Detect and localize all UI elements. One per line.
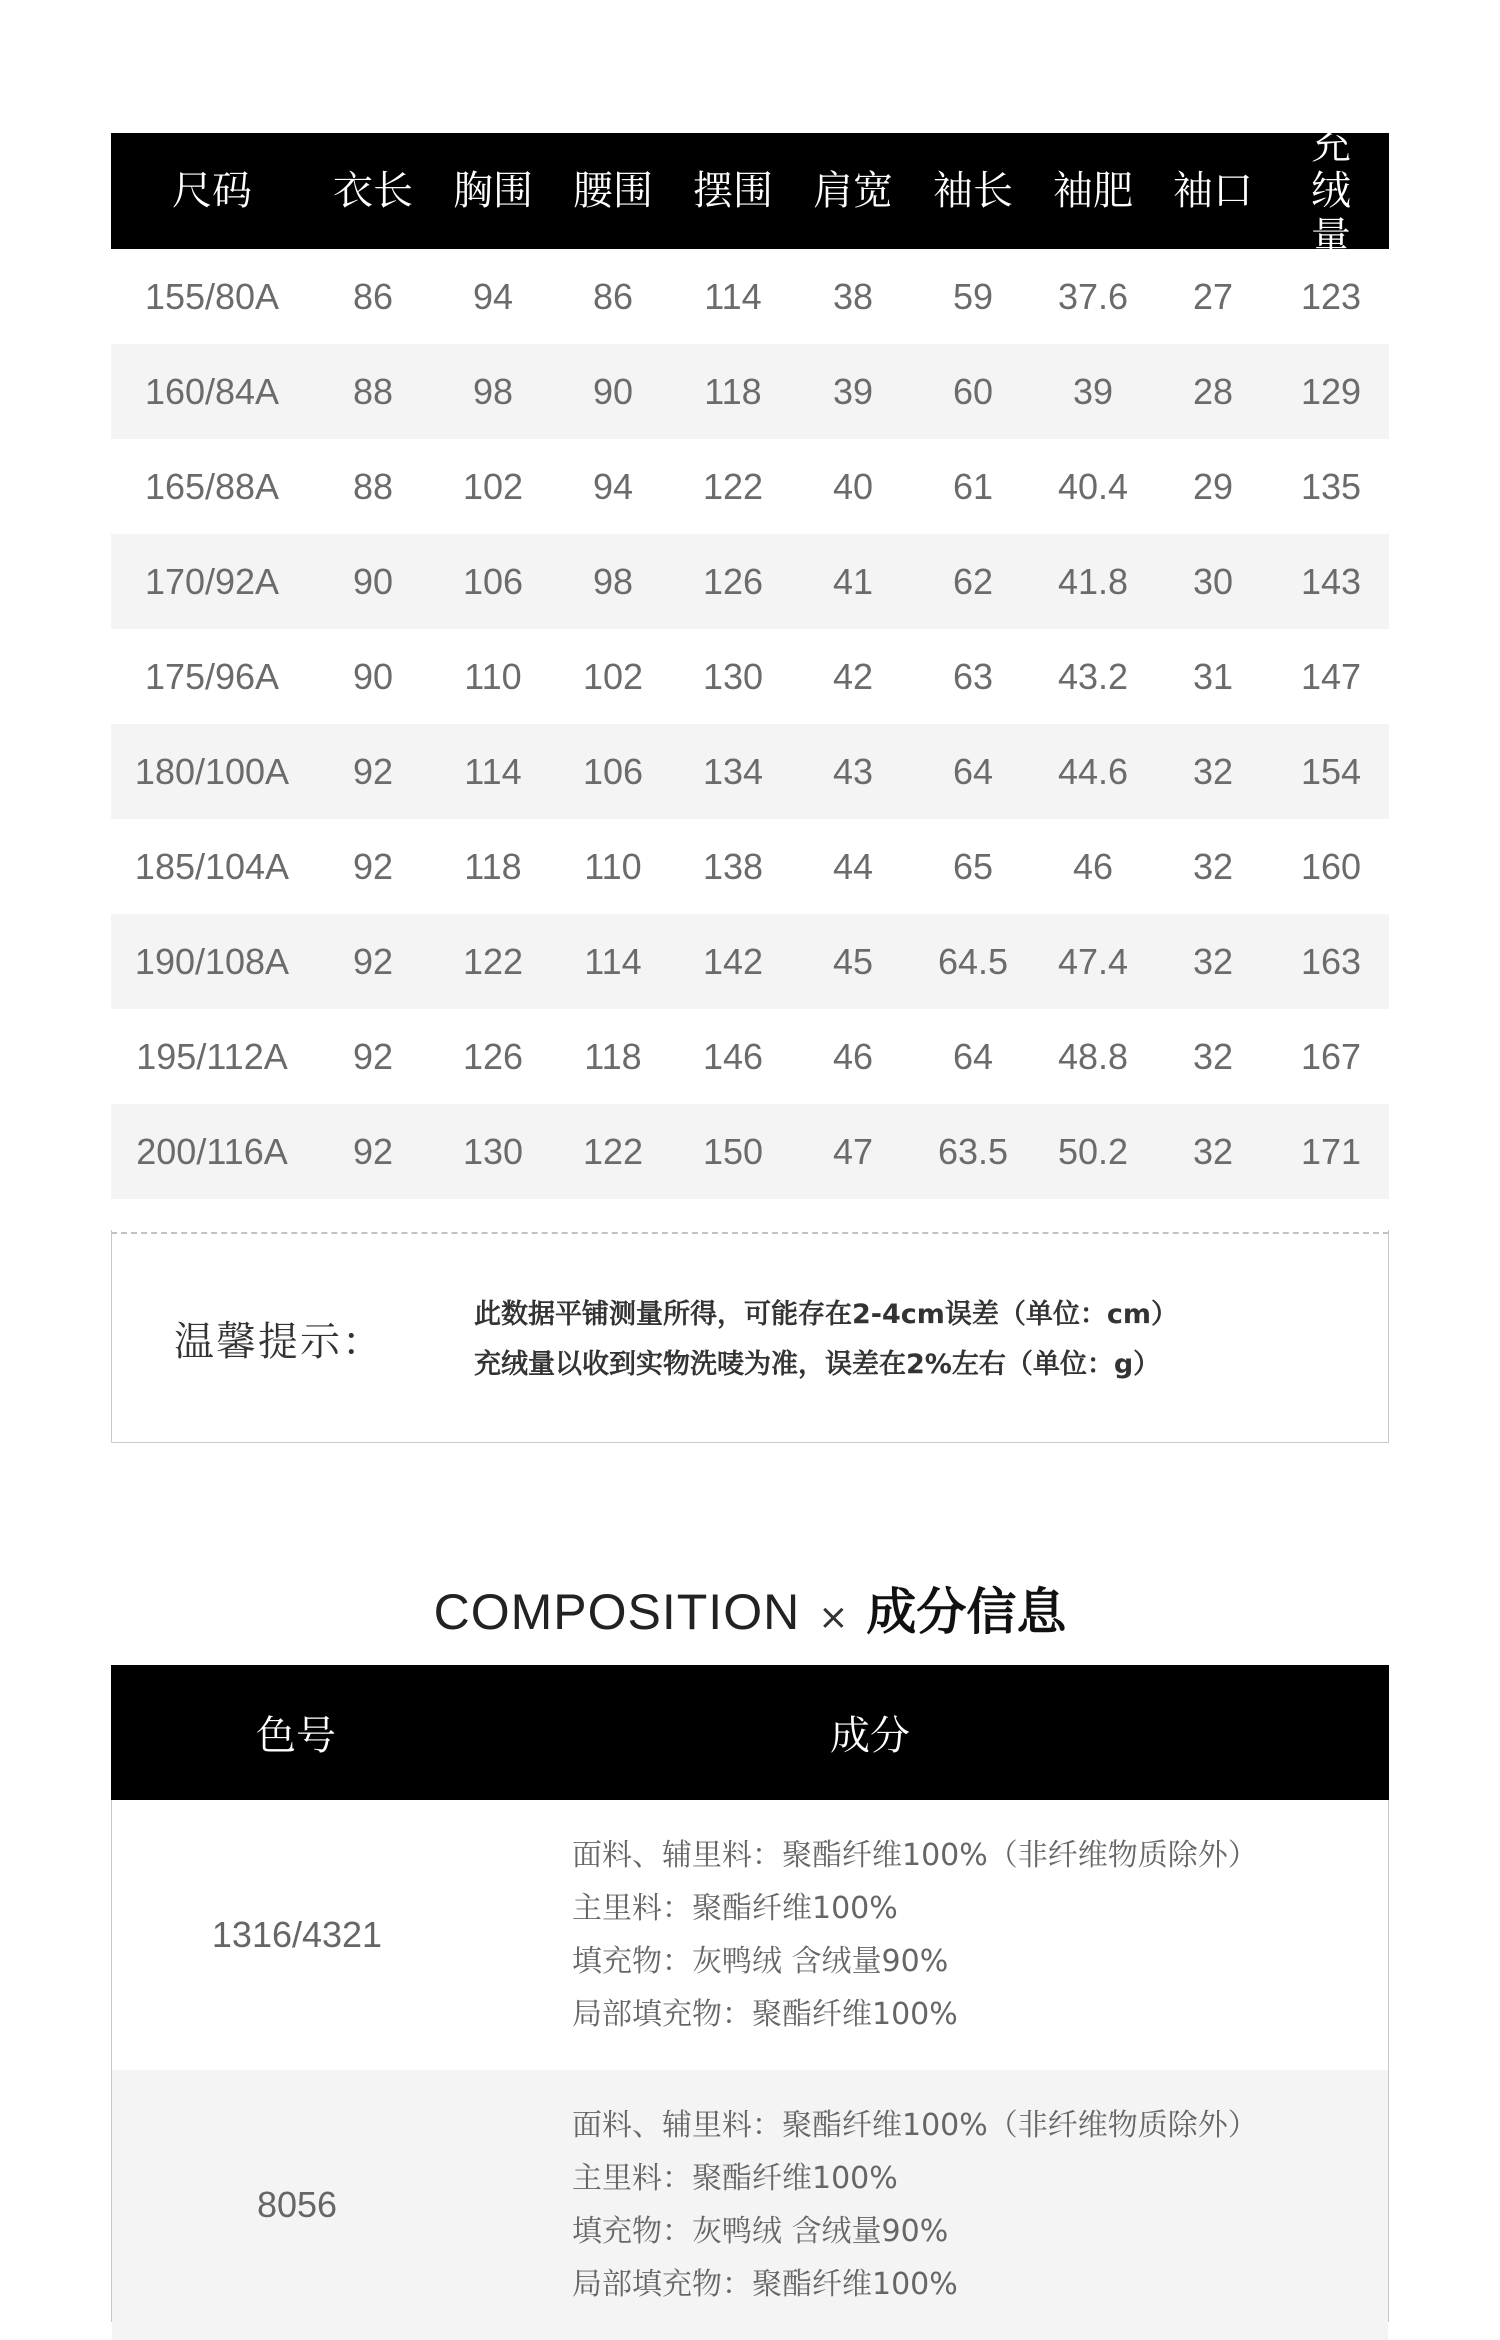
cell-hem: 126	[702, 560, 764, 602]
cell-waist: 102	[582, 655, 644, 697]
cell-waist: 114	[584, 940, 642, 982]
color-code: 8056	[256, 2184, 338, 2225]
composition-line: 填充物：灰鸭绒 含绒量90%	[572, 1944, 949, 1979]
size-table-row	[111, 249, 1389, 344]
cell-sleeve-length: 65	[952, 845, 994, 887]
cell-shoulder: 43	[832, 750, 874, 792]
cell-shoulder: 42	[832, 655, 874, 697]
cell-chest: 102	[462, 465, 524, 507]
cell-down-fill: 167	[1300, 1035, 1362, 1077]
composition-line: 填充物：灰鸭绒 含绒量90%	[572, 2214, 949, 2249]
cell-length: 92	[352, 1035, 394, 1077]
header-color-code: 色号	[256, 1713, 336, 1759]
cell-cuff: 29	[1192, 465, 1234, 507]
composition-heading-en: COMPOSITION	[433, 1584, 801, 1640]
cell-waist: 118	[584, 1035, 642, 1077]
composition-details	[482, 2099, 1388, 2311]
cell-shoulder: 45	[832, 940, 874, 982]
cell-size: 165/88A	[144, 465, 280, 507]
cell-size: 190/108A	[134, 940, 290, 982]
cell-length: 88	[352, 465, 394, 507]
cell-sleeve-width: 46	[1072, 845, 1114, 887]
cell-cuff: 27	[1192, 275, 1234, 317]
cell-hem: 122	[702, 465, 764, 507]
composition-line: 面料、辅里料：聚酯纤维100%（非纤维物质除外）	[572, 2108, 1258, 2143]
composition-line: 面料、辅里料：聚酯纤维100%（非纤维物质除外）	[572, 1838, 1258, 1873]
cell-down-fill: 160	[1300, 845, 1362, 887]
cell-waist: 90	[592, 370, 634, 412]
cell-sleeve-width: 50.2	[1057, 1130, 1129, 1172]
cell-down-fill: 123	[1300, 275, 1362, 317]
composition-details	[482, 1829, 1388, 2041]
notice-text	[474, 1290, 1178, 1390]
header-cuff: 袖口	[1173, 168, 1253, 214]
composition-heading	[0, 1572, 1500, 1644]
cell-sleeve-length: 63.5	[937, 1130, 1009, 1172]
cell-cuff: 30	[1192, 560, 1234, 602]
cell-length: 92	[352, 845, 394, 887]
size-table-header	[111, 122, 1389, 260]
cell-waist: 110	[584, 845, 642, 887]
cell-length: 86	[352, 275, 394, 317]
cell-size: 175/96A	[144, 655, 280, 697]
cell-length: 92	[352, 750, 394, 792]
cell-sleeve-length: 64.5	[937, 940, 1009, 982]
cell-sleeve-width: 44.6	[1057, 750, 1129, 792]
size-table-row	[111, 1009, 1389, 1104]
cell-sleeve-width: 43.2	[1057, 655, 1129, 697]
cell-waist: 86	[592, 275, 634, 317]
cell-chest: 98	[472, 370, 514, 412]
header-waist: 腰围	[573, 168, 653, 214]
cell-sleeve-width: 37.6	[1057, 275, 1129, 317]
cell-chest: 130	[462, 1130, 524, 1172]
cell-size: 180/100A	[134, 750, 290, 792]
cell-size: 155/80A	[144, 275, 280, 317]
composition-table-header	[111, 1665, 1389, 1800]
cell-cuff: 32	[1192, 845, 1234, 887]
size-table-row	[111, 914, 1389, 1009]
cell-sleeve-length: 61	[952, 465, 994, 507]
cell-hem: 118	[704, 370, 762, 412]
cell-sleeve-width: 40.4	[1057, 465, 1129, 507]
cell-down-fill: 143	[1300, 560, 1362, 602]
cell-sleeve-length: 59	[952, 275, 994, 317]
cell-cuff: 28	[1192, 370, 1234, 412]
header-sleeve-width: 袖肥	[1053, 168, 1133, 214]
cell-hem: 146	[702, 1035, 764, 1077]
cell-size: 200/116A	[136, 1130, 288, 1172]
composition-heading-separator: ×	[818, 1597, 849, 1638]
cell-chest: 114	[464, 750, 522, 792]
size-table-row	[111, 629, 1389, 724]
cell-length: 90	[352, 560, 394, 602]
header-size: 尺码	[172, 168, 252, 214]
cell-down-fill: 129	[1300, 370, 1362, 412]
composition-row	[112, 1800, 1388, 2070]
cell-length: 92	[352, 940, 394, 982]
cell-size: 170/92A	[144, 560, 280, 602]
cell-size: 195/112A	[136, 1035, 288, 1077]
cell-waist: 122	[582, 1130, 644, 1172]
cell-sleeve-length: 64	[952, 750, 994, 792]
cell-chest: 118	[464, 845, 522, 887]
cell-sleeve-length: 64	[952, 1035, 994, 1077]
cell-cuff: 32	[1192, 940, 1234, 982]
header-chest: 胸围	[453, 168, 533, 214]
cell-sleeve-length: 60	[952, 370, 994, 412]
cell-shoulder: 41	[832, 560, 874, 602]
notice-line: 此数据平铺测量所得，可能存在2-4cm误差（单位：cm）	[474, 1299, 1179, 1330]
cell-shoulder: 47	[832, 1130, 874, 1172]
size-table-row	[111, 819, 1389, 914]
cell-chest: 122	[462, 940, 524, 982]
cell-waist: 98	[592, 560, 634, 602]
cell-chest: 106	[462, 560, 524, 602]
cell-cuff: 31	[1192, 655, 1234, 697]
size-table-row	[111, 534, 1389, 629]
cell-length: 92	[352, 1130, 394, 1172]
size-table-row	[111, 1104, 1389, 1199]
cell-size: 185/104A	[134, 845, 290, 887]
cell-down-fill: 147	[1300, 655, 1362, 697]
cell-size: 160/84A	[144, 370, 280, 412]
cell-down-fill: 135	[1300, 465, 1362, 507]
cell-shoulder: 44	[832, 845, 874, 887]
cell-cuff: 32	[1192, 750, 1234, 792]
composition-line: 主里料：聚酯纤维100%	[572, 1891, 898, 1926]
cell-shoulder: 39	[832, 370, 874, 412]
cell-shoulder: 38	[832, 275, 874, 317]
size-table-body	[111, 249, 1389, 1199]
cell-chest: 126	[462, 1035, 524, 1077]
composition-line: 局部填充物：聚酯纤维100%	[572, 2267, 958, 2302]
cell-sleeve-width: 47.4	[1057, 940, 1129, 982]
cell-hem: 142	[702, 940, 764, 982]
cell-sleeve-length: 63	[952, 655, 994, 697]
header-sleeve-length: 袖长	[933, 168, 1013, 214]
cell-down-fill: 154	[1300, 750, 1362, 792]
cell-chest: 94	[472, 275, 514, 317]
cell-cuff: 32	[1192, 1130, 1234, 1172]
composition-heading-cn: 成分信息	[866, 1583, 1067, 1641]
size-table-row	[111, 344, 1389, 439]
cell-length: 90	[352, 655, 394, 697]
cell-shoulder: 46	[832, 1035, 874, 1077]
size-table-row	[111, 724, 1389, 819]
cell-sleeve-width: 41.8	[1057, 560, 1129, 602]
header-down-fill: 充绒量	[1311, 122, 1351, 260]
notice-title: 温馨提示：	[174, 1319, 384, 1365]
cell-sleeve-width: 39	[1072, 370, 1114, 412]
cell-sleeve-length: 62	[952, 560, 994, 602]
size-table	[111, 122, 1389, 1199]
cell-waist: 106	[582, 750, 644, 792]
cell-hem: 138	[702, 845, 764, 887]
cell-hem: 130	[702, 655, 764, 697]
color-code: 1316/4321	[211, 1914, 383, 1955]
composition-line: 主里料：聚酯纤维100%	[572, 2161, 898, 2196]
cell-length: 88	[352, 370, 394, 412]
composition-table	[111, 1665, 1389, 2322]
composition-line: 局部填充物：聚酯纤维100%	[572, 1997, 958, 2032]
cell-shoulder: 40	[832, 465, 874, 507]
notice-box	[111, 1230, 1389, 1443]
cell-cuff: 32	[1192, 1035, 1234, 1077]
cell-hem: 150	[702, 1130, 764, 1172]
header-shoulder: 肩宽	[813, 168, 893, 214]
composition-row	[112, 2070, 1388, 2340]
header-hem: 摆围	[693, 168, 773, 214]
cell-hem: 134	[702, 750, 764, 792]
cell-sleeve-width: 48.8	[1057, 1035, 1129, 1077]
notice-line: 充绒量以收到实物洗唛为准，误差在2%左右（单位：g）	[474, 1349, 1161, 1380]
header-composition: 成分	[830, 1713, 910, 1759]
cell-down-fill: 171	[1300, 1130, 1362, 1172]
header-length: 衣长	[333, 168, 413, 214]
cell-down-fill: 163	[1300, 940, 1362, 982]
cell-hem: 114	[704, 275, 762, 317]
cell-chest: 110	[464, 655, 522, 697]
size-table-row	[111, 439, 1389, 534]
cell-waist: 94	[592, 465, 634, 507]
